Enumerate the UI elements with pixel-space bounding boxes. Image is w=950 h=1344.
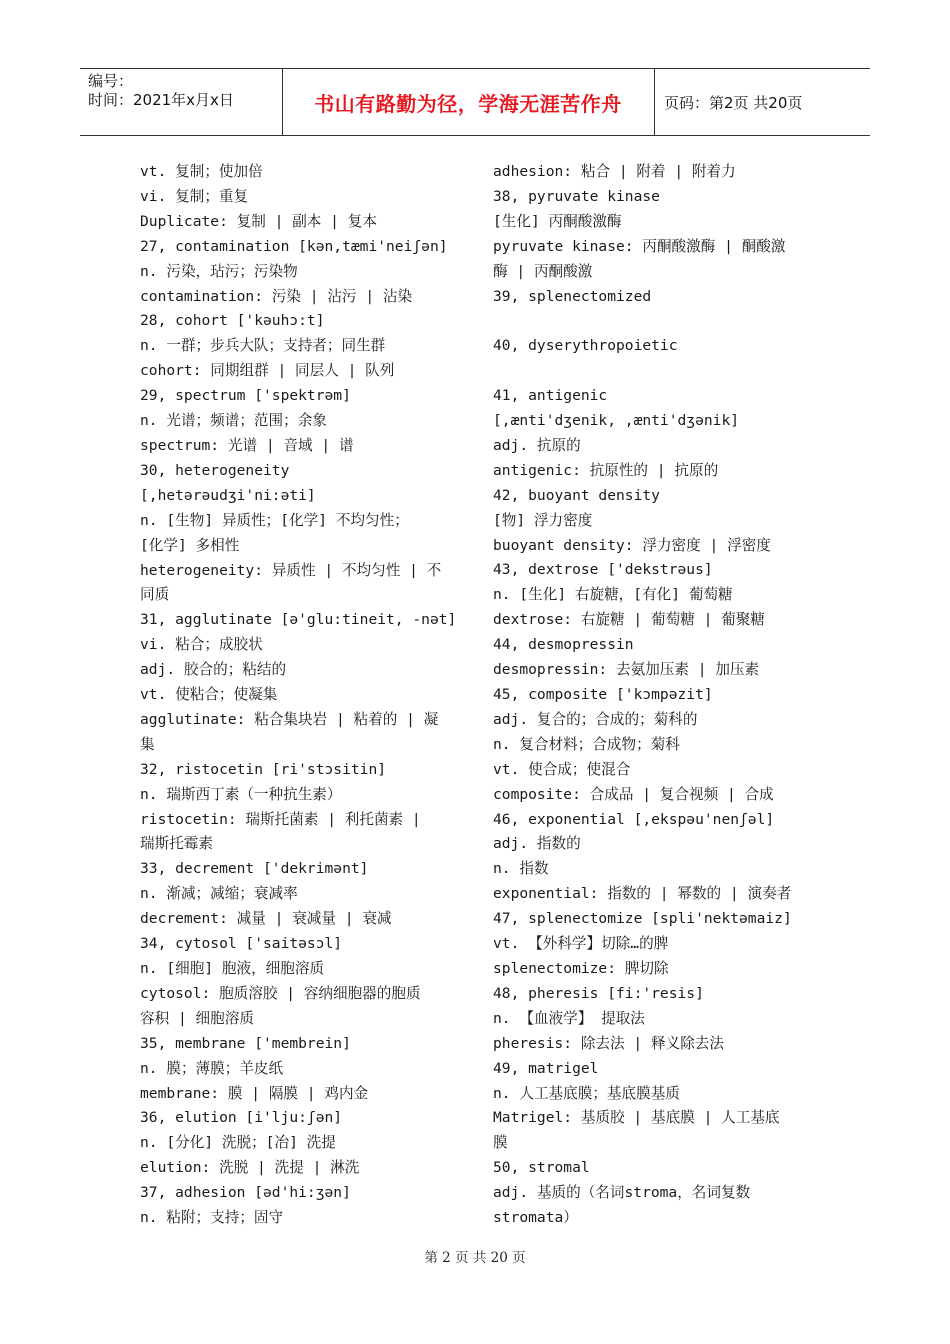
entry-line: 37, adhesion [əd'hi:ʒən] — [140, 1184, 351, 1202]
entry-line: n. [生化] 右旋糖，[有化] 葡萄糖 — [493, 586, 733, 604]
number-label: 编号： — [88, 72, 134, 90]
entry-line: Duplicate: 复制 | 副本 | 复本 — [140, 212, 377, 230]
entry-line: pheresis: 除去法 | 释义除去法 — [493, 1034, 724, 1052]
entry-line: n. 渐减；减缩；衰减率 — [140, 885, 298, 903]
entry-line: 32, ristocetin [ri'stɔsitin] — [140, 760, 387, 778]
entry-line: buoyant density: 浮力密度 | 浮密度 — [493, 536, 771, 554]
entry-line: [,ænti'dʒenik, ,ænti'dʒənik] — [493, 412, 740, 430]
header-divider-right — [654, 68, 655, 136]
entry-line: spectrum: 光谱 | 音域 | 谱 — [140, 436, 354, 454]
entry-line: adj. 胶合的；粘结的 — [140, 661, 287, 679]
entry-line: n. [分化] 洗脱；[冶] 洗提 — [140, 1134, 336, 1152]
entry-line: membrane: 膜 | 隔膜 | 鸡内金 — [140, 1084, 369, 1102]
entry-line: 48, pheresis [fi:'resis] — [493, 984, 704, 1002]
entry-line: 40, dyserythropoietic — [493, 337, 678, 355]
entry-line: splenectomize: 脾切除 — [493, 959, 669, 977]
entry-line: 29, spectrum ['spektrəm] — [140, 387, 351, 405]
entry-line: n. 污染，玷污；污染物 — [140, 262, 298, 280]
entry-line: [化学] 多相性 — [140, 536, 240, 554]
entry-line: n. 一群；步兵大队；支持者；同生群 — [140, 337, 386, 355]
entry-line: n. 【血液学】 提取法 — [493, 1009, 645, 1027]
entry-line: [,hetərəudʒi'ni:əti] — [140, 486, 316, 504]
entry-line: adj. 指数的 — [493, 835, 581, 853]
entry-line: adj. 抗原的 — [493, 436, 581, 454]
entry-line: desmopressin: 去氨加压素 | 加压素 — [493, 661, 760, 679]
entry-line: contamination: 污染 | 沾污 | 沾染 — [140, 287, 413, 305]
entry-line: 39, splenectomized — [493, 287, 652, 305]
entry-line: adhesion: 粘合 | 附着 | 附着力 — [493, 163, 736, 180]
entry-line: 35, membrane ['membrein] — [140, 1034, 351, 1052]
entry-line: ristocetin: 瑞斯托菌素 | 利托菌素 | — [140, 810, 421, 828]
entry-line: dextrose: 右旋糖 | 葡萄糖 | 葡聚糖 — [493, 611, 765, 629]
entry-line: 41, antigenic — [493, 387, 608, 405]
entry-line: n. 人工基底膜；基底膜基质 — [493, 1084, 680, 1102]
left-column — [140, 160, 460, 1231]
page-header — [80, 68, 870, 136]
entry-line: n. [生物] 异质性；[化学] 不均匀性； — [140, 511, 409, 529]
entry-line: 45, composite ['kɔmpəzit] — [493, 686, 713, 703]
entry-line: 33, decrement ['dekrimənt] — [140, 860, 369, 878]
entry-line: decrement: 减量 | 衰减量 | 衰减 — [140, 910, 392, 928]
page-footer: 第 2 页 共 20 页 — [424, 1250, 526, 1266]
entry-line: exponential: 指数的 | 幂数的 | 演奏者 — [493, 885, 792, 903]
entry-line: 44, desmopressin — [493, 636, 634, 654]
entry-line: 47, splenectomize [spli'nektəmaiz] — [493, 910, 792, 928]
entry-line: 酶 | 丙酮酸激 — [493, 262, 593, 280]
entry-line: composite: 合成品 | 复合视频 | 合成 — [493, 785, 774, 803]
entry-line: Matrigel: 基质胶 | 基底膜 | 人工基底 — [493, 1109, 780, 1127]
entry-line: stromata） — [493, 1209, 578, 1227]
entry-line: n. 膜；薄膜；羊皮纸 — [140, 1059, 284, 1077]
entry-line: 27, contamination [kən,tæmi'neiʃən] — [140, 237, 448, 255]
entry-line: n. 瑞斯西丁素（一种抗生素） — [140, 785, 342, 803]
right-column — [493, 160, 803, 1231]
entry-line: n. 粘附；支持；固守 — [140, 1209, 284, 1227]
entry-line: 42, buoyant density — [493, 486, 660, 504]
entry-line: vi. 粘合；成胶状 — [140, 636, 263, 654]
header-meta — [88, 72, 234, 110]
entry-line: 31, agglutinate [ə'glu:tineit, -nət] — [140, 611, 457, 629]
entry-line: cytosol: 胞质溶胶 | 容纳细胞器的胞质 — [140, 984, 421, 1002]
entry-line: 36, elution [i'lju:ʃən] — [140, 1109, 343, 1127]
entry-line: adj. 复合的；合成的；菊科的 — [493, 710, 698, 728]
entry-line: vt. 复制；使加倍 — [140, 163, 263, 180]
entry-line: vt. 使粘合；使凝集 — [140, 686, 278, 704]
entry-line: 30, heterogeneity — [140, 461, 290, 479]
entry-line: heterogeneity: 异质性 | 不均匀性 | 不 — [140, 561, 442, 579]
entry-line — [493, 359, 803, 384]
entry-line: antigenic: 抗原性的 | 抗原的 — [493, 461, 719, 479]
entry-line: cohort: 同期组群 | 同层人 | 队列 — [140, 362, 395, 380]
entry-line: 集 — [140, 735, 155, 753]
entry-line: 43, dextrose ['dekstrəus] — [493, 561, 713, 579]
entry-line: vt. 使合成；使混合 — [493, 760, 631, 778]
entry-line: elution: 洗脱 | 洗提 | 淋洗 — [140, 1159, 360, 1177]
entry-line: 38, pyruvate kinase — [493, 187, 660, 205]
entry-line: n. [细胞] 胞液，细胞溶质 — [140, 960, 325, 977]
entry-line: vi. 复制；重复 — [140, 187, 249, 205]
entry-line: adj. 基质的（名词stroma，名词复数 — [493, 1184, 751, 1202]
entry-line: vt. 【外科学】切除…的脾 — [493, 935, 669, 953]
entry-line: 同质 — [140, 586, 170, 604]
entry-line: 46, exponential [,ekspəu'nenʃəl] — [493, 810, 775, 828]
entry-line: n. 光谱；频谱；范围；余象 — [140, 412, 327, 430]
entry-line: 34, cytosol ['saitəsɔl] — [140, 935, 343, 953]
header-page-info: 页码：第2页 共20页 — [664, 93, 803, 112]
header-motto: 书山有路勤为径，学海无涯苦作舟 — [314, 91, 622, 116]
entry-line: n. 复合材料；合成物；菊科 — [493, 735, 680, 753]
entry-line: 49, matrigel — [493, 1059, 599, 1077]
entry-line: [生化] 丙酮酸激酶 — [493, 212, 622, 230]
entry-line: agglutinate: 粘合集块岩 | 粘着的 | 凝 — [140, 710, 439, 728]
entry-line: 28, cohort ['kəuhɔ:t] — [140, 312, 325, 330]
entry-line: pyruvate kinase: 丙酮酸激酶 | 酮酸激 — [493, 237, 786, 255]
entry-line: n. 指数 — [493, 860, 549, 878]
entry-line — [493, 309, 803, 334]
entry-line: [物] 浮力密度 — [493, 511, 593, 529]
entry-line: 膜 — [493, 1134, 508, 1152]
entry-line: 50, stromal — [493, 1159, 590, 1177]
entry-line: 容积 | 细胞溶质 — [140, 1009, 254, 1027]
entry-line: 瑞斯托霉素 — [140, 835, 213, 853]
time-label: 时间：2021年x月x日 — [88, 91, 234, 109]
